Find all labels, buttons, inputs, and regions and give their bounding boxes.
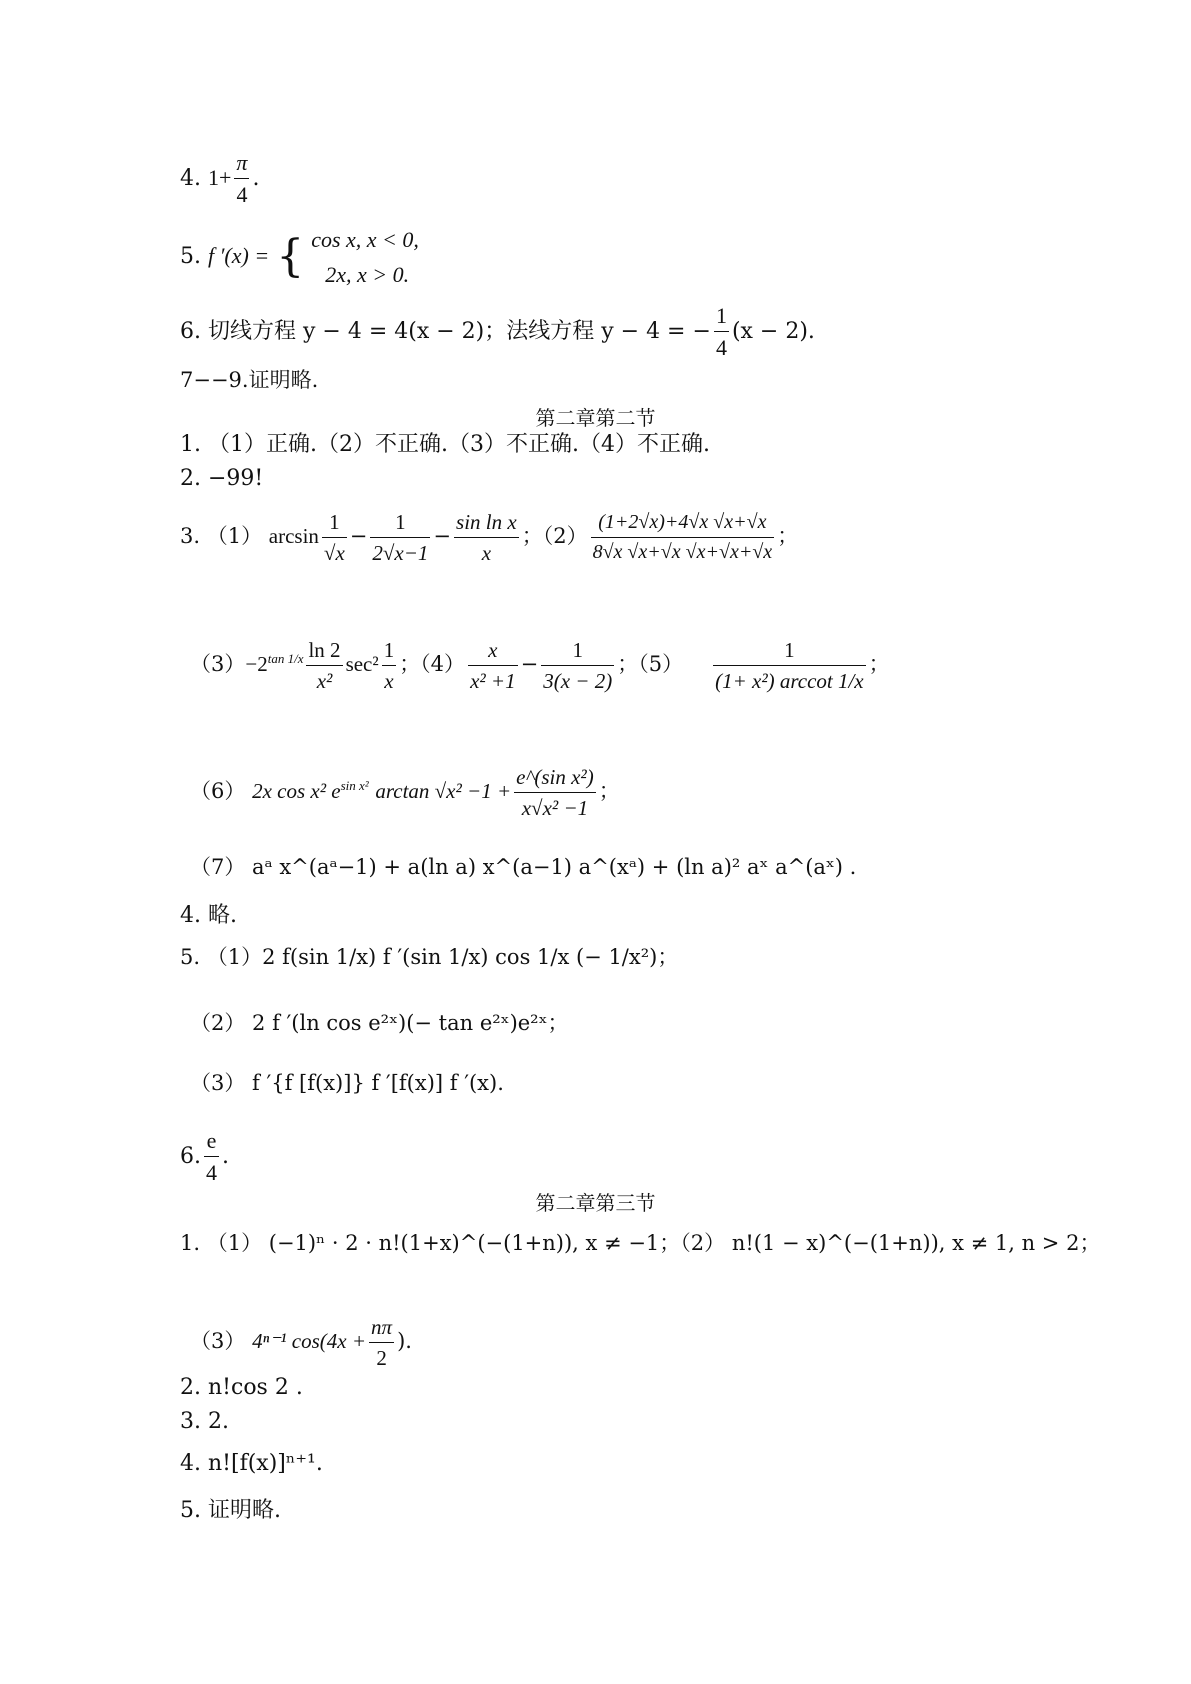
fraction: $\frac{\text{e\textasciicircum{}(sin x²)}}{\text{x√x² −1}}$	[516, 765, 594, 821]
s3-answer-2: 2. n!cos 2 .	[180, 1375, 303, 1400]
s2-answer-3-7: （7） aᵃ x^(aᵃ−1) + a(ln a) x^(a−1) a^(xᵃ) + (ln a)² aˣ a^(aˣ) .	[190, 855, 857, 879]
fraction: $\frac{\ln 2}{\text{x²}}$	[308, 638, 341, 694]
s2-answer-3-3-5: $(3)-2^{tan 1/x}$ $\frac{\ln 2}{\text{x²}}$ sec² $\frac{1}{x}$ ；（4） $\frac{x}{\text{x² +1}}$ − $\frac{1}{3(x - 2)}$ ；（5） $\frac{1}{\text{(1+ x²) arccot 1/x}}$ ；	[190, 638, 890, 694]
fraction: $\frac{1}{\text{(1+ x²) arccot 1/x}}$	[715, 638, 864, 694]
fraction: $\frac{1}{√x}$	[323, 510, 345, 566]
answer-4: 4. 1+ $\frac{\pi}{4}$ .	[180, 150, 260, 208]
s2-answer-5-3: （3） f ′{f [f(x)]} f ′[f(x)] f ′(x).	[190, 1071, 504, 1095]
piecewise-cases: cos x, x < 0, 2x, x > 0.	[311, 227, 419, 288]
s2-answer-6: 6. $\frac{e}{4}$ .	[180, 1128, 229, 1186]
fraction: $\frac{(1+2√x)+4√x √x+√x}{8√x √x+√x √x+√x+√x}$	[592, 511, 773, 564]
s2-answer-3-6: （6） 2x cos x² $e^{sin x^2}$ arctan √x² −1 + $\frac{\text{e\textasciicircum{}(sin x²)}}{\text{x√x² −1}}$ ；	[190, 765, 620, 821]
s2-answer-3-1-2: 3. （1） arcsin $\frac{1}{√x}$ − $\frac{1}{2√x-1}$ − $\frac{\text{sin ln x}}{x}$ ；（2） $\frac{(1+2√x)+4√x √x+√x}{8√x √x+√x √x+√x+√x}$ ；	[180, 510, 799, 566]
fraction: $\frac{e}{4}$	[206, 1128, 217, 1186]
fraction: $\frac{\pi}{4}$	[236, 150, 248, 208]
fraction: $\frac{1}{4}$	[715, 303, 727, 361]
fraction: $\frac{1}{x}$	[383, 638, 395, 694]
answer-5: 5. f ′(x) = { cos x, x < 0, 2x, x > 0.	[180, 222, 419, 292]
brace-icon: {	[276, 231, 305, 283]
s2-answer-2: 2. −99!	[180, 466, 264, 491]
section-title: 第二章第二节	[535, 406, 656, 430]
fraction: $\frac{\text{sin ln x}}{x}$	[456, 510, 517, 566]
fraction: $\frac{1}{3(x - 2)}$	[543, 638, 613, 694]
fraction: $\frac{x}{\text{x² +1}}$	[470, 638, 516, 694]
s2-answer-5-2: （2） 2 f ′(ln cos e²ˣ)(− tan e²ˣ)e²ˣ；	[190, 1011, 569, 1035]
answer-7-9: 7−−9.证明略.	[180, 368, 319, 392]
s3-answer-4: 4. n![f(x)]ⁿ⁺¹.	[180, 1451, 323, 1476]
s3-answer-1-3: （3） 4ⁿ⁻¹ cos(4x + $\frac{n\pi}{2}$ ).	[190, 1315, 412, 1371]
answer-6: 6. 切线方程 y − 4 = 4(x − 2)；法线方程 y − 4 = − $\frac{1}{4}$ (x − 2).	[180, 303, 815, 361]
s3-answer-1: 1. （1） (−1)ⁿ · 2 · n!(1+x)^(−(1+n)), x ≠ −1；（2） n!(1 − x)^(−(1+n)), x ≠ 1, n > 2；	[180, 1231, 1101, 1255]
s2-answer-4: 4. 略.	[180, 903, 237, 928]
s3-answer-3: 3. 2.	[180, 1409, 229, 1434]
s2-answer-1: 1. （1）正确.（2）不正确.（3）不正确.（4）不正确.	[180, 432, 710, 457]
s2-answer-5-1: 5. （1）2 f(sin 1/x) f ′(sin 1/x) cos 1/x (− 1/x²)；	[180, 945, 679, 969]
fraction: $\frac{1}{2√x-1}$	[372, 510, 429, 566]
s3-answer-5: 5. 证明略.	[180, 1498, 281, 1523]
fraction: $\frac{n\pi}{2}$	[371, 1315, 393, 1371]
section-title: 第二章第三节	[535, 1191, 656, 1215]
